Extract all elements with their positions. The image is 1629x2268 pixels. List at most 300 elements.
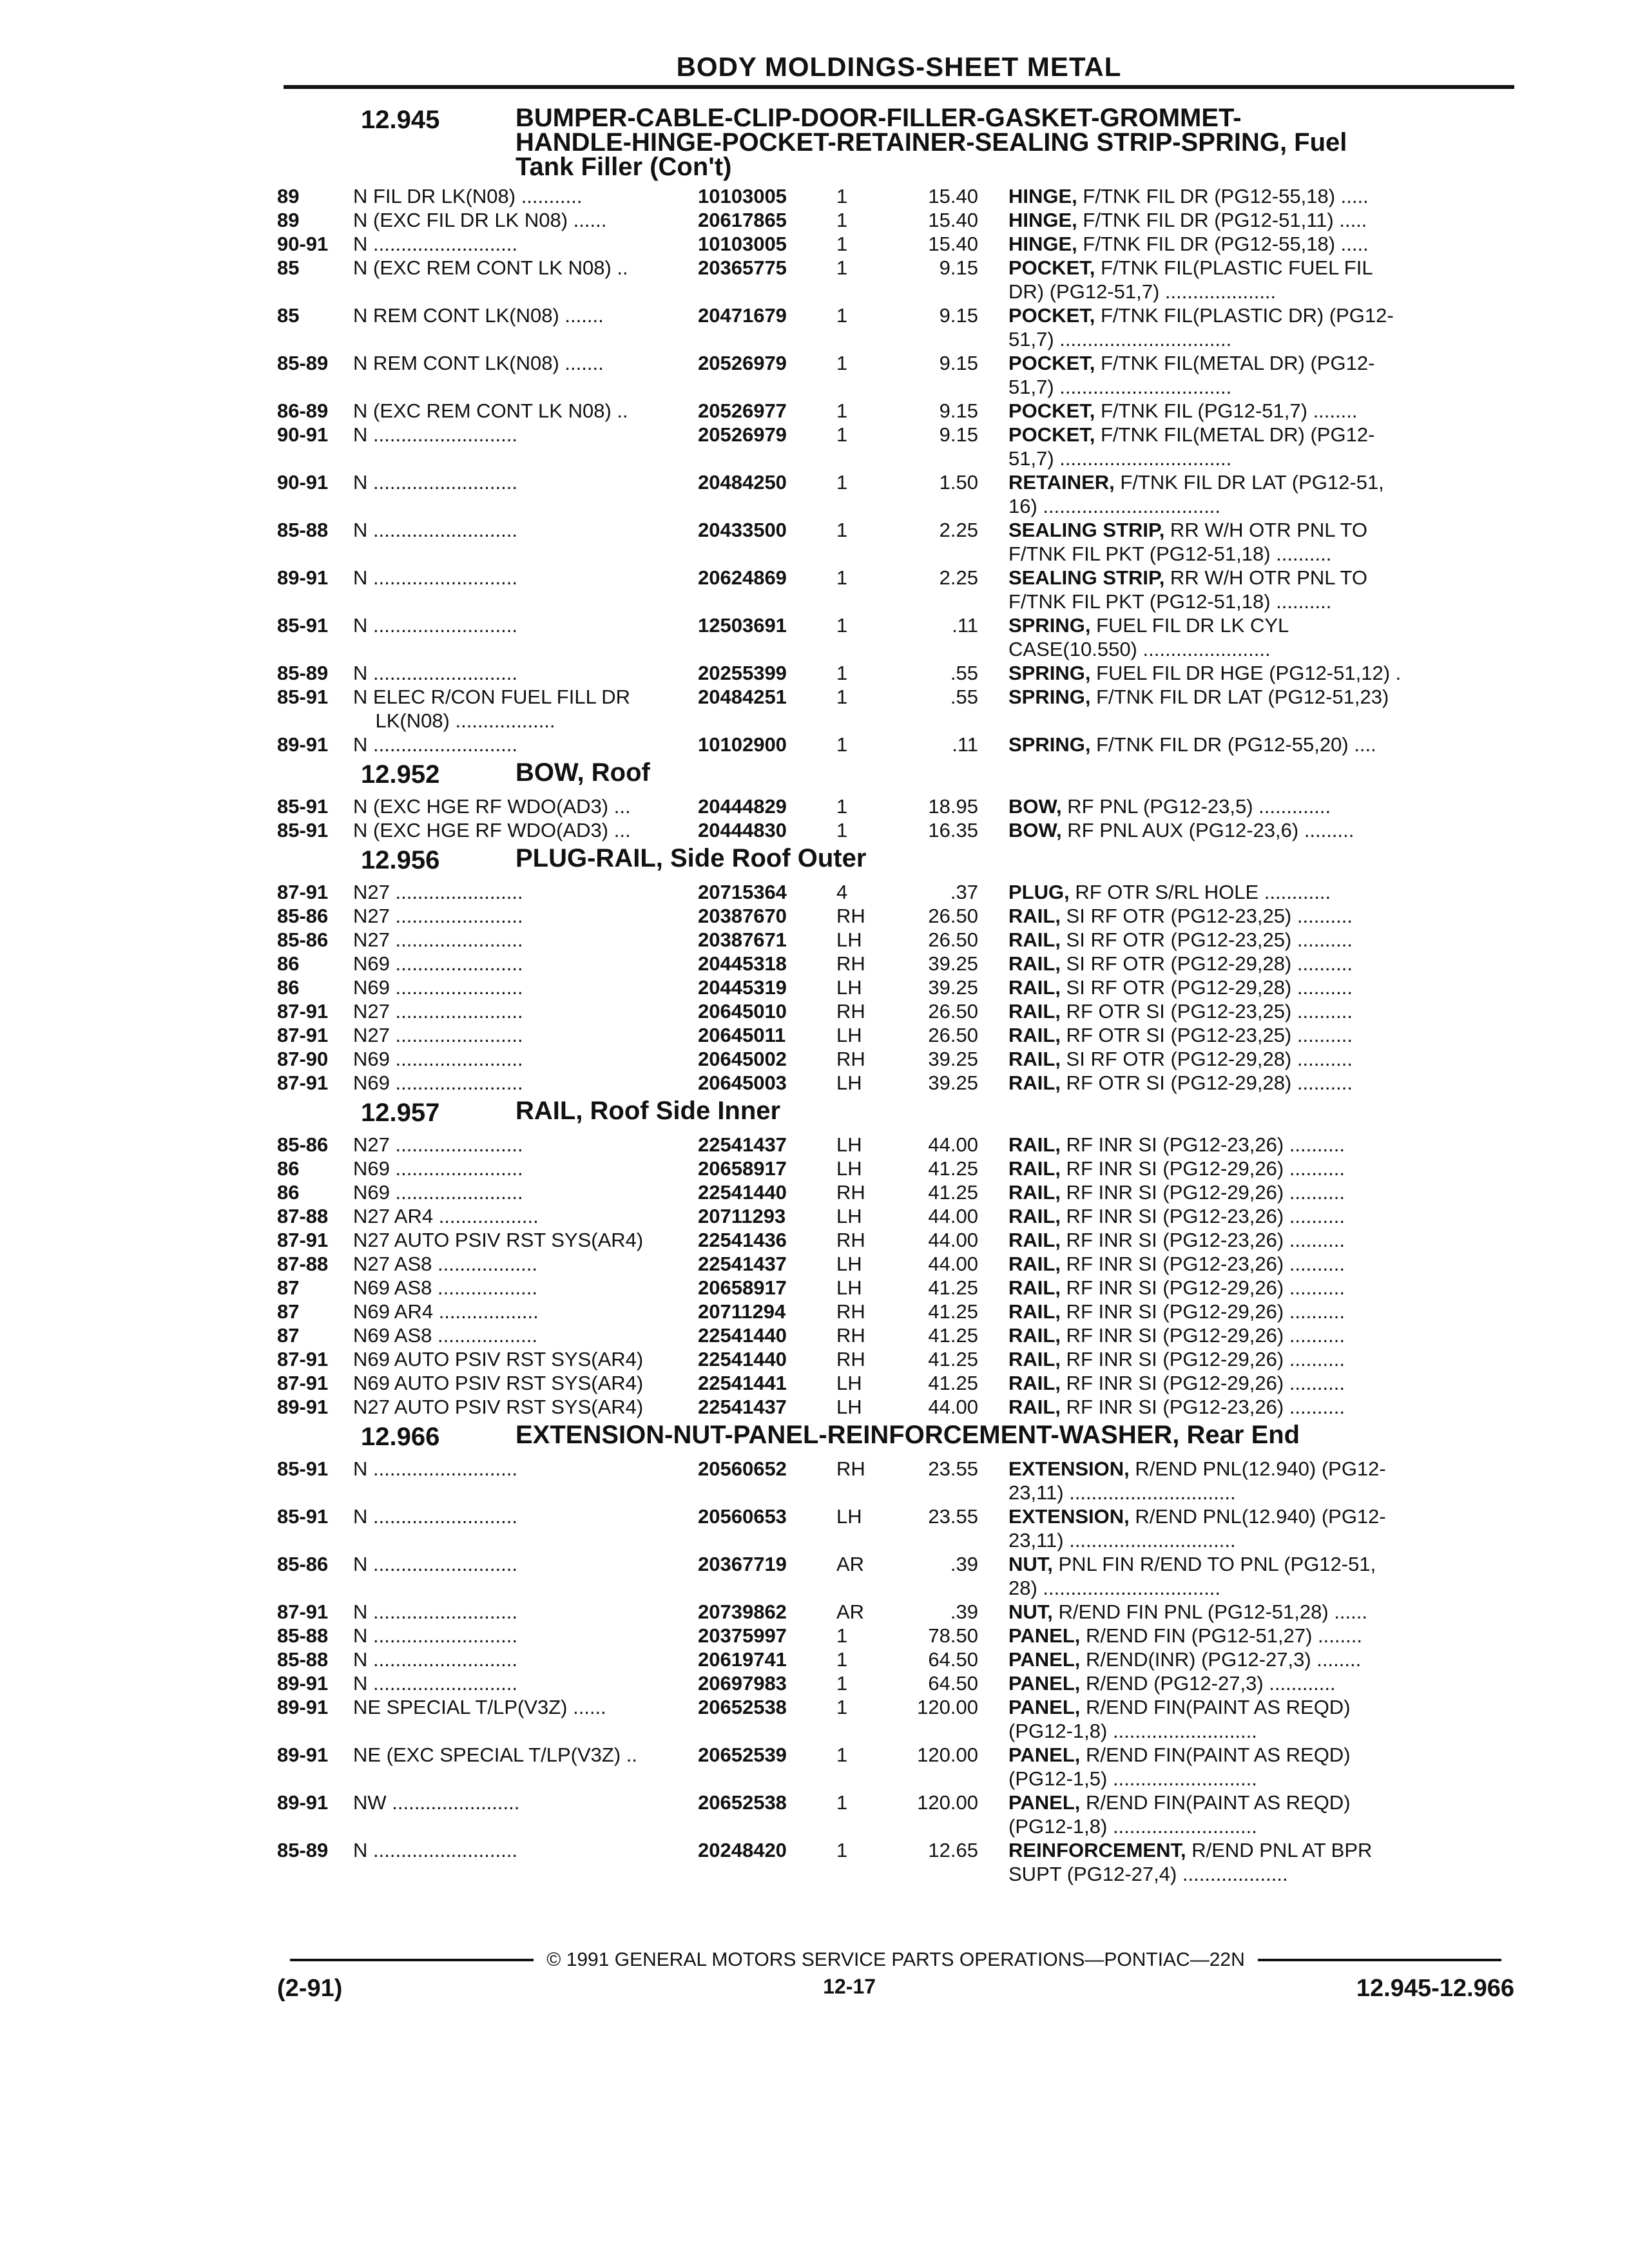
part-row — [277, 518, 1514, 566]
usage-description: N .......................... — [353, 1672, 517, 1695]
model-years: 85-91 — [277, 686, 329, 708]
part-number: 20619741 — [698, 1648, 787, 1671]
usage-description: NE (EXC SPECIAL T/LP(V3Z) .. — [353, 1744, 638, 1766]
part-row — [277, 1347, 1514, 1371]
part-number: 20445319 — [698, 976, 787, 999]
part-detail: SI RF OTR (PG12-23,25) .......... — [1060, 905, 1353, 927]
part-number: 12503691 — [698, 614, 787, 637]
model-years: 87-91 — [277, 1229, 329, 1251]
quantity: LH — [836, 1253, 862, 1275]
model-years: 85-91 — [277, 819, 329, 841]
part-number: 20367719 — [698, 1553, 787, 1575]
part-number: 22541440 — [698, 1324, 787, 1347]
price: 39.25 — [928, 1048, 978, 1070]
usage-description: N27 ....................... — [353, 905, 523, 927]
quantity: 1 — [836, 256, 848, 279]
price: 15.40 — [928, 233, 978, 255]
part-number: 20645010 — [698, 1000, 787, 1023]
part-number: 20365775 — [698, 256, 787, 279]
model-years: 86 — [277, 976, 300, 999]
part-name: RAIL, — [1008, 1133, 1061, 1156]
part-detail: SI RF OTR (PG12-29,28) .......... — [1060, 1048, 1353, 1070]
quantity: 1 — [836, 209, 848, 231]
part-description — [1008, 1743, 1514, 1791]
part-detail: SI RF OTR (PG12-29,28) .......... — [1060, 976, 1353, 999]
part-row — [277, 1204, 1514, 1228]
part-number: 20526979 — [698, 352, 787, 374]
usage-description: N69 ....................... — [353, 1157, 523, 1180]
quantity: RH — [836, 1000, 865, 1023]
part-row — [277, 1624, 1514, 1648]
part-detail: RF PNL AUX (PG12-23,6) ......... — [1061, 819, 1354, 841]
part-number: 20526977 — [698, 399, 787, 422]
part-number: 20624869 — [698, 566, 787, 589]
price: 16.35 — [928, 819, 978, 841]
usage-description: N27 ....................... — [353, 928, 523, 951]
part-number: 10102900 — [698, 733, 787, 756]
part-name: RAIL, — [1008, 1205, 1061, 1227]
section-range: 12.945-12.966 — [1356, 1975, 1514, 2002]
part-number: 20471679 — [698, 304, 787, 327]
part-detail: R/END PNL AT BPR SUPT (PG12-27,4) ................... — [1008, 1839, 1373, 1885]
part-description — [1008, 184, 1514, 208]
part-row — [277, 733, 1514, 756]
part-description — [1008, 423, 1514, 470]
price: 1.50 — [939, 471, 978, 494]
model-years: 87-91 — [277, 1024, 329, 1046]
part-name: RAIL, — [1008, 1276, 1061, 1299]
model-years: 85-86 — [277, 1553, 329, 1575]
model-years: 89-91 — [277, 733, 329, 756]
part-detail: RF INR SI (PG12-23,26) .......... — [1060, 1229, 1345, 1251]
usage-description: N69 AUTO PSIV RST SYS(AR4) — [353, 1372, 644, 1394]
price: 12.65 — [928, 1839, 978, 1861]
group-number: 12.945 — [361, 106, 440, 134]
part-name: PANEL, — [1008, 1672, 1081, 1695]
part-detail: R/END FIN PNL (PG12-51,28) ...... — [1052, 1600, 1367, 1623]
group-title: PLUG-RAIL, Side Roof Outer — [516, 844, 867, 872]
price: 23.55 — [928, 1457, 978, 1480]
usage-description: N69 ....................... — [353, 952, 523, 975]
model-years: 86 — [277, 952, 300, 975]
model-years: 89-91 — [277, 1672, 329, 1695]
part-row — [277, 661, 1514, 685]
part-name: POCKET, — [1008, 352, 1095, 374]
part-row — [277, 952, 1514, 975]
usage-description: N (EXC HGE RF WDO(AD3) ... — [353, 819, 631, 841]
model-years: 85 — [277, 304, 300, 327]
quantity: 1 — [836, 185, 848, 207]
part-detail: F/TNK FIL(PLASTIC FUEL FIL DR) (PG12-51,7) .................... — [1008, 256, 1373, 303]
usage-description: N69 AS8 .................. — [353, 1324, 538, 1347]
usage-description: N27 AUTO PSIV RST SYS(AR4) — [353, 1396, 644, 1418]
price: 23.55 — [928, 1505, 978, 1528]
usage-description: N .......................... — [353, 519, 517, 541]
quantity: 1 — [836, 519, 848, 541]
model-years: 89 — [277, 209, 300, 231]
part-description — [1008, 999, 1514, 1023]
part-detail: R/END(INR) (PG12-27,3) ........ — [1080, 1648, 1362, 1671]
group-header — [277, 1423, 1514, 1452]
price: 41.25 — [928, 1181, 978, 1204]
part-name: PANEL, — [1008, 1696, 1081, 1718]
model-years: 85-89 — [277, 352, 329, 374]
part-row — [277, 880, 1514, 904]
part-name: SPRING, — [1008, 733, 1091, 756]
price: 9.15 — [939, 399, 978, 422]
usage-description: N (EXC HGE RF WDO(AD3) ... — [353, 795, 631, 818]
part-row — [277, 1180, 1514, 1204]
model-years: 85-91 — [277, 614, 329, 637]
part-detail: RF INR SI (PG12-23,26) .......... — [1060, 1205, 1345, 1227]
part-row — [277, 1252, 1514, 1276]
part-number: 10103005 — [698, 185, 787, 207]
usage-description: N (EXC FIL DR LK N08) ...... — [353, 209, 607, 231]
usage-description: N .......................... — [353, 662, 517, 684]
part-detail: F/TNK FIL DR (PG12-55,18) ..... — [1077, 233, 1369, 255]
usage-description: NW ....................... — [353, 1791, 520, 1814]
part-row — [277, 1838, 1514, 1886]
part-description — [1008, 1071, 1514, 1095]
part-name: RAIL, — [1008, 1348, 1061, 1370]
quantity: 1 — [836, 566, 848, 589]
part-detail: RF INR SI (PG12-29,26) .......... — [1060, 1324, 1345, 1347]
part-number: 20658917 — [698, 1157, 787, 1180]
part-detail: R/END FIN(PAINT AS REQD) (PG12-1,8) .......................... — [1008, 1791, 1351, 1838]
parts-listing — [277, 102, 1514, 1886]
price: 64.50 — [928, 1672, 978, 1695]
part-row — [277, 1047, 1514, 1071]
part-name: BOW, — [1008, 795, 1062, 818]
part-detail: R/END PNL(12.940) (PG12- 23,11) .............................. — [1008, 1505, 1386, 1552]
part-row — [277, 351, 1514, 399]
price: 44.00 — [928, 1229, 978, 1251]
part-row — [277, 1133, 1514, 1157]
part-description — [1008, 613, 1514, 661]
part-row — [277, 303, 1514, 351]
price: 44.00 — [928, 1253, 978, 1275]
part-description — [1008, 1838, 1514, 1886]
part-row — [277, 232, 1514, 256]
part-description — [1008, 1457, 1514, 1504]
part-row — [277, 1371, 1514, 1395]
model-years: 87-91 — [277, 1348, 329, 1370]
part-name: RAIL, — [1008, 1253, 1061, 1275]
usage-description: N .......................... — [353, 471, 517, 494]
model-years: 89-91 — [277, 566, 329, 589]
part-name: POCKET, — [1008, 256, 1095, 279]
quantity: 1 — [836, 471, 848, 494]
part-detail: F/TNK FIL DR LAT (PG12-51,23) — [1090, 686, 1389, 708]
part-row — [277, 613, 1514, 661]
quantity: 1 — [836, 423, 848, 446]
quantity: 1 — [836, 352, 848, 374]
part-detail: R/END FIN(PAINT AS REQD) (PG12-1,5) .......................... — [1008, 1744, 1351, 1790]
part-number: 20697983 — [698, 1672, 787, 1695]
part-description — [1008, 1252, 1514, 1276]
part-description — [1008, 1395, 1514, 1419]
part-detail: RF INR SI (PG12-29,26) .......... — [1060, 1157, 1345, 1180]
quantity: 1 — [836, 1648, 848, 1671]
price: .11 — [952, 733, 978, 756]
usage-description: N .......................... — [353, 423, 517, 446]
price: 41.25 — [928, 1348, 978, 1370]
part-description — [1008, 733, 1514, 756]
usage-description: N .......................... — [353, 1457, 517, 1480]
model-years: 85-88 — [277, 1624, 329, 1647]
usage-description: N REM CONT LK(N08) ....... — [353, 352, 604, 374]
quantity: 1 — [836, 399, 848, 422]
model-years: 85-86 — [277, 928, 329, 951]
part-name: NUT, — [1008, 1600, 1053, 1623]
part-detail: RF INR SI (PG12-23,26) .......... — [1060, 1396, 1345, 1418]
price: .55 — [950, 686, 978, 708]
usage-description: N27 AR4 .................. — [353, 1205, 539, 1227]
quantity: RH — [836, 1229, 865, 1251]
part-number: 20387670 — [698, 905, 787, 927]
quantity: 1 — [836, 304, 848, 327]
part-row — [277, 1323, 1514, 1347]
part-row — [277, 1648, 1514, 1671]
price: 2.25 — [939, 566, 978, 589]
part-detail: F/TNK FIL(METAL DR) (PG12- 51,7) ............................... — [1008, 352, 1375, 398]
model-years: 90-91 — [277, 471, 329, 494]
part-description — [1008, 661, 1514, 685]
group-header — [277, 106, 1514, 179]
quantity: 1 — [836, 1672, 848, 1695]
part-detail: RF INR SI (PG12-29,26) .......... — [1060, 1181, 1345, 1204]
part-description — [1008, 399, 1514, 423]
part-description — [1008, 256, 1514, 303]
part-row — [277, 1671, 1514, 1695]
part-row — [277, 1791, 1514, 1838]
part-description — [1008, 1695, 1514, 1743]
usage-description: N .......................... — [353, 614, 517, 637]
model-years: 90-91 — [277, 233, 329, 255]
part-row — [277, 1023, 1514, 1047]
part-name: RAIL, — [1008, 1396, 1061, 1418]
model-years: 87-90 — [277, 1048, 329, 1070]
quantity: LH — [836, 1276, 862, 1299]
part-row — [277, 1743, 1514, 1791]
part-description — [1008, 1228, 1514, 1252]
part-detail: F/TNK FIL DR (PG12-55,20) .... — [1090, 733, 1376, 756]
part-description — [1008, 1671, 1514, 1695]
quantity: RH — [836, 1048, 865, 1070]
model-years: 85-89 — [277, 1839, 329, 1861]
model-years: 87 — [277, 1324, 300, 1347]
price: .11 — [952, 614, 978, 637]
part-name: RETAINER, — [1008, 471, 1115, 494]
quantity: LH — [836, 1072, 862, 1094]
part-number: 20445318 — [698, 952, 787, 975]
model-years: 85-91 — [277, 1457, 329, 1480]
model-years: 86-89 — [277, 399, 329, 422]
group-header — [277, 760, 1514, 789]
price: 9.15 — [939, 256, 978, 279]
part-row — [277, 256, 1514, 303]
part-name: SEALING STRIP, — [1008, 566, 1165, 589]
quantity: LH — [836, 1505, 862, 1528]
page-number: 12-17 — [823, 1975, 876, 1998]
part-number: 20560652 — [698, 1457, 787, 1480]
price: 15.40 — [928, 185, 978, 207]
part-name: RAIL, — [1008, 1024, 1061, 1046]
quantity: 1 — [836, 614, 848, 637]
usage-description: N REM CONT LK(N08) ....... — [353, 304, 604, 327]
group-header — [277, 846, 1514, 875]
usage-description: N69 AUTO PSIV RST SYS(AR4) — [353, 1348, 644, 1370]
usage-description: N27 AUTO PSIV RST SYS(AR4) — [353, 1229, 644, 1251]
part-row — [277, 1276, 1514, 1300]
part-name: RAIL, — [1008, 976, 1061, 999]
part-name: HINGE, — [1008, 209, 1077, 231]
price: 120.00 — [917, 1696, 978, 1718]
part-description — [1008, 232, 1514, 256]
quantity: 1 — [836, 1791, 848, 1814]
part-name: SPRING, — [1008, 686, 1091, 708]
part-number: 20711293 — [698, 1205, 786, 1227]
price: 44.00 — [928, 1205, 978, 1227]
model-years: 87-88 — [277, 1205, 329, 1227]
usage-description: N (EXC REM CONT LK N08) .. — [353, 399, 628, 422]
part-row — [277, 1071, 1514, 1095]
usage-description: N .......................... — [353, 1553, 517, 1575]
part-number: 20715364 — [698, 881, 787, 903]
price: 9.15 — [939, 304, 978, 327]
price: 41.25 — [928, 1276, 978, 1299]
part-number: 20652539 — [698, 1744, 787, 1766]
part-row — [277, 1395, 1514, 1419]
model-years: 87-91 — [277, 881, 329, 903]
part-description — [1008, 952, 1514, 975]
quantity: 1 — [836, 1744, 848, 1766]
price: 41.25 — [928, 1372, 978, 1394]
part-row — [277, 818, 1514, 842]
price: 39.25 — [928, 976, 978, 999]
part-row — [277, 1157, 1514, 1180]
part-row — [277, 566, 1514, 613]
part-detail: RF INR SI (PG12-23,26) .......... — [1060, 1253, 1345, 1275]
part-name: BOW, — [1008, 819, 1062, 841]
model-years: 87-88 — [277, 1253, 329, 1275]
part-detail: SI RF OTR (PG12-23,25) .......... — [1060, 928, 1353, 951]
part-detail: RF INR SI (PG12-29,26) .......... — [1060, 1276, 1345, 1299]
part-name: RAIL, — [1008, 1000, 1061, 1023]
part-number: 20652538 — [698, 1696, 787, 1718]
group-number: 12.952 — [361, 760, 440, 789]
quantity: LH — [836, 976, 862, 999]
quantity: RH — [836, 905, 865, 927]
quantity: RH — [836, 1457, 865, 1480]
usage-description: N .......................... — [353, 733, 517, 756]
part-description — [1008, 518, 1514, 566]
part-name: RAIL, — [1008, 905, 1061, 927]
price: .37 — [950, 881, 978, 903]
copyright-text: © 1991 GENERAL MOTORS SERVICE PARTS OPERATIONS—PONTIAC—22N — [546, 1949, 1245, 1970]
part-detail: PNL FIN R/END TO PNL (PG12-51, 28) ................................ — [1008, 1553, 1376, 1599]
quantity: 1 — [836, 233, 848, 255]
part-name: HINGE, — [1008, 185, 1077, 207]
model-years: 87 — [277, 1276, 300, 1299]
price: 15.40 — [928, 209, 978, 231]
revision-date: (2-91) — [277, 1975, 343, 2002]
price: 44.00 — [928, 1133, 978, 1156]
price: 26.50 — [928, 928, 978, 951]
part-description — [1008, 1600, 1514, 1624]
group-title: RAIL, Roof Side Inner — [516, 1097, 781, 1125]
usage-description: N69 AR4 .................. — [353, 1300, 539, 1323]
part-number: 20375997 — [698, 1624, 787, 1647]
part-name: RAIL, — [1008, 1048, 1061, 1070]
part-row — [277, 794, 1514, 818]
quantity: 1 — [836, 795, 848, 818]
part-description — [1008, 1047, 1514, 1071]
part-name: PANEL, — [1008, 1791, 1081, 1814]
part-detail: F/TNK FIL DR LAT (PG12-51, 16) ................................ — [1008, 471, 1384, 517]
usage-description: N .......................... — [353, 1839, 517, 1861]
model-years: 85-88 — [277, 1648, 329, 1671]
group-title: BOW, Roof — [516, 758, 650, 787]
model-years: 89 — [277, 185, 300, 207]
part-description — [1008, 470, 1514, 518]
usage-description: N27 ....................... — [353, 881, 523, 903]
part-name: POCKET, — [1008, 304, 1095, 327]
part-number: 20739862 — [698, 1600, 787, 1623]
part-detail: RF INR SI (PG12-23,26) .......... — [1060, 1133, 1345, 1156]
part-number: 20711294 — [698, 1300, 786, 1323]
part-detail: F/TNK FIL DR (PG12-51,11) ..... — [1077, 209, 1367, 231]
part-description — [1008, 975, 1514, 999]
model-years: 85-91 — [277, 1505, 329, 1528]
usage-description: N .......................... — [353, 1648, 517, 1671]
quantity: LH — [836, 1396, 862, 1418]
quantity: RH — [836, 1348, 865, 1370]
part-description — [1008, 351, 1514, 399]
page-footer — [277, 1949, 1514, 2003]
price: 41.25 — [928, 1324, 978, 1347]
part-number: 22541437 — [698, 1253, 787, 1275]
part-number: 10103005 — [698, 233, 787, 255]
part-name: PANEL, — [1008, 1744, 1081, 1766]
model-years: 87-91 — [277, 1600, 329, 1623]
part-name: RAIL, — [1008, 1324, 1061, 1347]
part-description — [1008, 303, 1514, 351]
part-description — [1008, 794, 1514, 818]
part-name: NUT, — [1008, 1553, 1053, 1575]
price: .39 — [950, 1600, 978, 1623]
part-description — [1008, 1023, 1514, 1047]
part-description — [1008, 1791, 1514, 1838]
usage-description: N69 ....................... — [353, 1181, 523, 1204]
model-years: 86 — [277, 1181, 300, 1204]
usage-description: N ELEC R/CON FUEL FILL DR LK(N08) .................. — [353, 686, 631, 732]
part-detail: SI RF OTR (PG12-29,28) .......... — [1060, 952, 1353, 975]
part-description — [1008, 1157, 1514, 1180]
part-name: POCKET, — [1008, 399, 1095, 422]
part-name: HINGE, — [1008, 233, 1077, 255]
price: 18.95 — [928, 795, 978, 818]
price: .55 — [950, 662, 978, 684]
part-detail: RR W/H OTR PNL TO F/TNK FIL PKT (PG12-51,18) .......... — [1008, 519, 1367, 565]
price: 78.50 — [928, 1624, 978, 1647]
part-name: REINFORCEMENT, — [1008, 1839, 1186, 1861]
part-row — [277, 423, 1514, 470]
part-row — [277, 184, 1514, 208]
model-years: 89-91 — [277, 1744, 329, 1766]
part-description — [1008, 1347, 1514, 1371]
quantity: 1 — [836, 686, 848, 708]
